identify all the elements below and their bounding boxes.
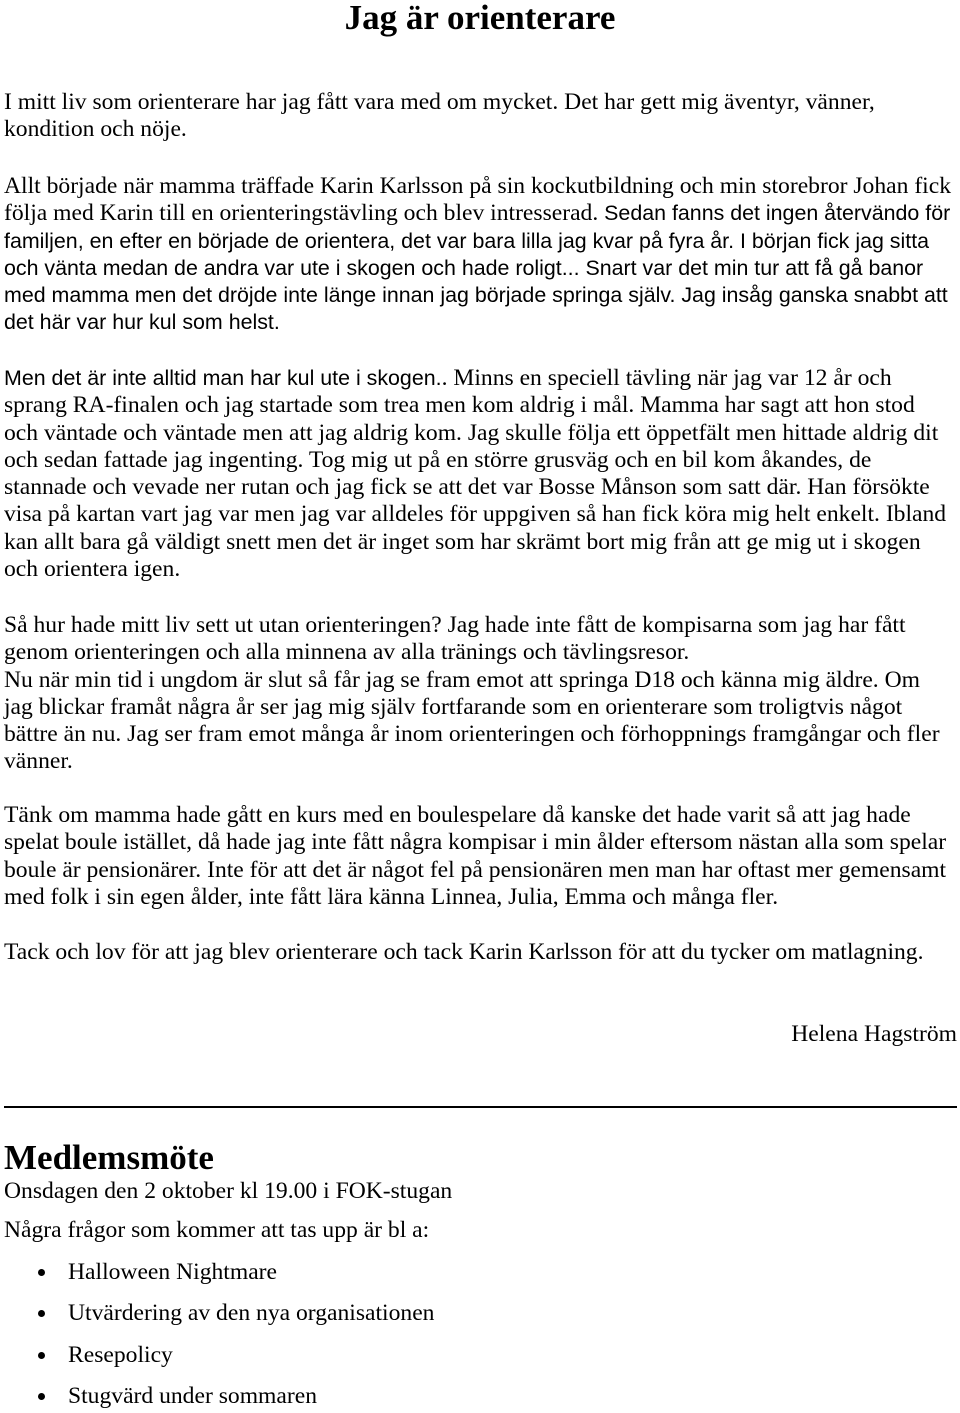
line-text: Så hur hade mitt liv sett ut utan orienteringen? Jag hade inte fått de kompisarna som jag har fått xyxy=(4,612,906,638)
line-text: kan allt bara gå väldigt snett men det är inget som har skrämt bort mig från att ge mig ut i skogen xyxy=(4,528,921,555)
line-text: sprang RA-finalen och jag startade som trea men kom aldrig i mål. Mamma har sagt att hon stod xyxy=(4,392,915,419)
section-heading: Medlemsmöte xyxy=(4,1138,214,1177)
line-text: med mamma men det dröjde inte länge innan jag började springa själv. Jag insåg ganska snabbt att xyxy=(4,283,948,308)
line-text: och sedan fattade jag ingenting. Tog mig ut på en större grusväg och en bil kom åkandes, de xyxy=(4,446,872,473)
line-text: och vänta medan de andra var ute i skogen och hade roligt... Snart var det min tur att få gå banor xyxy=(4,255,924,280)
line-text: familjen, en efter en började de orientera, det var bara lilla jag kvar på fyra år. I början fick jag sitta xyxy=(4,228,930,253)
line-text: stannade och vevade ner rutan och jag fick se att det var Bosse Månson som satt där. Han försökte xyxy=(4,474,930,501)
line-text: kondition och nöje. xyxy=(4,116,187,143)
line-text: vänner. xyxy=(4,748,73,775)
article-line xyxy=(4,89,958,116)
article-line xyxy=(4,829,958,856)
article-line xyxy=(4,694,958,721)
line-text: Nu när min tid i ungdom är slut så får jag se fram emot att springa D18 och känna mig äldre. Om xyxy=(4,666,920,693)
article-line xyxy=(4,748,958,775)
article-line xyxy=(4,721,958,748)
article-line xyxy=(4,556,958,583)
article-line xyxy=(4,667,958,694)
article-line xyxy=(4,529,958,556)
article-line xyxy=(4,228,958,255)
article-line xyxy=(4,802,958,829)
bullet-icon xyxy=(38,1269,45,1276)
line-text: Tack och lov för att jag blev orienterare och tack Karin Karlsson för att du tycker om matlagning. xyxy=(4,939,924,965)
line-text: och väntade och väntade men att jag aldrig kom. Jag skulle följa ett öppetfält men hittade aldrig dit xyxy=(4,419,939,446)
line-text: boule är pensionärer. Inte för att det är något fel på pensionären men man har oftast mer gemensamt xyxy=(4,856,947,883)
bullet-icon xyxy=(38,1352,45,1359)
article-line xyxy=(4,255,958,282)
page-title: Jag är orienterare xyxy=(344,0,616,37)
topic-item xyxy=(0,1383,960,1410)
article-line xyxy=(4,884,958,911)
article-paragraph xyxy=(4,802,958,911)
topic-item xyxy=(0,1259,960,1286)
line-text: jag blickar framåt några år ser jag mig själv fortfarande som en orienterare som troligtvis något xyxy=(4,693,903,720)
line-text: och orientera igen. xyxy=(4,556,181,583)
article-line xyxy=(4,116,958,143)
article-line xyxy=(4,939,958,966)
line-text: bättre än nu. Jag ser fram emot många år inom orienteringen och förhoppnings framgångar och fler xyxy=(4,721,940,748)
meeting-time: Onsdagen den 2 oktober kl 19.00 i FOK-stugan xyxy=(4,1178,453,1204)
bullet-icon xyxy=(38,1393,45,1400)
line-text: det här var hur kul som helst. xyxy=(4,310,280,335)
article-line xyxy=(4,173,958,200)
line-text: visa på kartan vart jag var men jag var alldeles för uppgiven så han fick köra mig helt enkelt. Ibland xyxy=(4,501,947,528)
line-text: Allt började när mamma träffade Karin Karlsson på sin kockutbildning och min storebror Johan fick xyxy=(4,173,951,199)
article-line xyxy=(4,857,958,884)
article-paragraph xyxy=(4,173,958,337)
line-text: . Minns en speciell tävling när jag var 12 år och xyxy=(441,365,892,391)
topic-label: Utvärdering av den nya organisationen xyxy=(68,1300,435,1327)
article-paragraph xyxy=(4,939,958,966)
article-line xyxy=(4,282,958,309)
line-text: spelat boule istället, då hade jag inte fått några kompisar i min ålder eftersom nästan alla som spelar xyxy=(4,829,947,856)
line-text: Sedan fanns det ingen återvändo för xyxy=(604,201,951,226)
line-text: I mitt liv som orienterare har jag fått vara med om mycket. Det har gett mig äventyr, vänner, xyxy=(4,89,875,115)
line-text: följa med Karin till en orienteringstävling och blev intresserad. xyxy=(4,200,605,227)
article-line xyxy=(4,612,958,639)
article-line xyxy=(4,420,958,447)
article-paragraph xyxy=(4,365,958,583)
section-divider xyxy=(4,1106,957,1108)
bullet-icon xyxy=(38,1310,45,1317)
topic-item xyxy=(0,1342,960,1369)
article-line xyxy=(4,392,958,419)
article-line xyxy=(4,639,958,666)
article-line xyxy=(4,474,958,501)
topic-label: Stugvärd under sommaren xyxy=(68,1383,317,1410)
topic-label: Resepolicy xyxy=(68,1341,173,1368)
line-text: Men det är inte alltid man har kul ute i skogen. xyxy=(4,366,442,390)
topic-item xyxy=(0,1300,960,1327)
topic-list xyxy=(0,1259,960,1410)
article-paragraph xyxy=(4,89,958,144)
line-text: Tänk om mamma hade gått en kurs med en boulespelare då kanske det hade varit så att jag hade xyxy=(4,802,911,828)
topic-label: Halloween Nightmare xyxy=(68,1259,277,1285)
meeting-intro: Några frågor som kommer att tas upp är bl a: xyxy=(4,1217,430,1243)
line-text: genom orienteringen och alla minnena av alla tränings och tävlingsresor. xyxy=(4,639,690,666)
author-signature: Helena Hagström xyxy=(791,1021,957,1047)
article-line xyxy=(4,365,958,392)
article-line xyxy=(4,309,958,336)
article-line xyxy=(4,501,958,528)
article-paragraph xyxy=(4,612,958,776)
article-line xyxy=(4,200,958,227)
article-line xyxy=(4,447,958,474)
line-text: med folk i sin egen ålder, inte fått lära känna Linnea, Julia, Emma och många fler. xyxy=(4,883,779,910)
